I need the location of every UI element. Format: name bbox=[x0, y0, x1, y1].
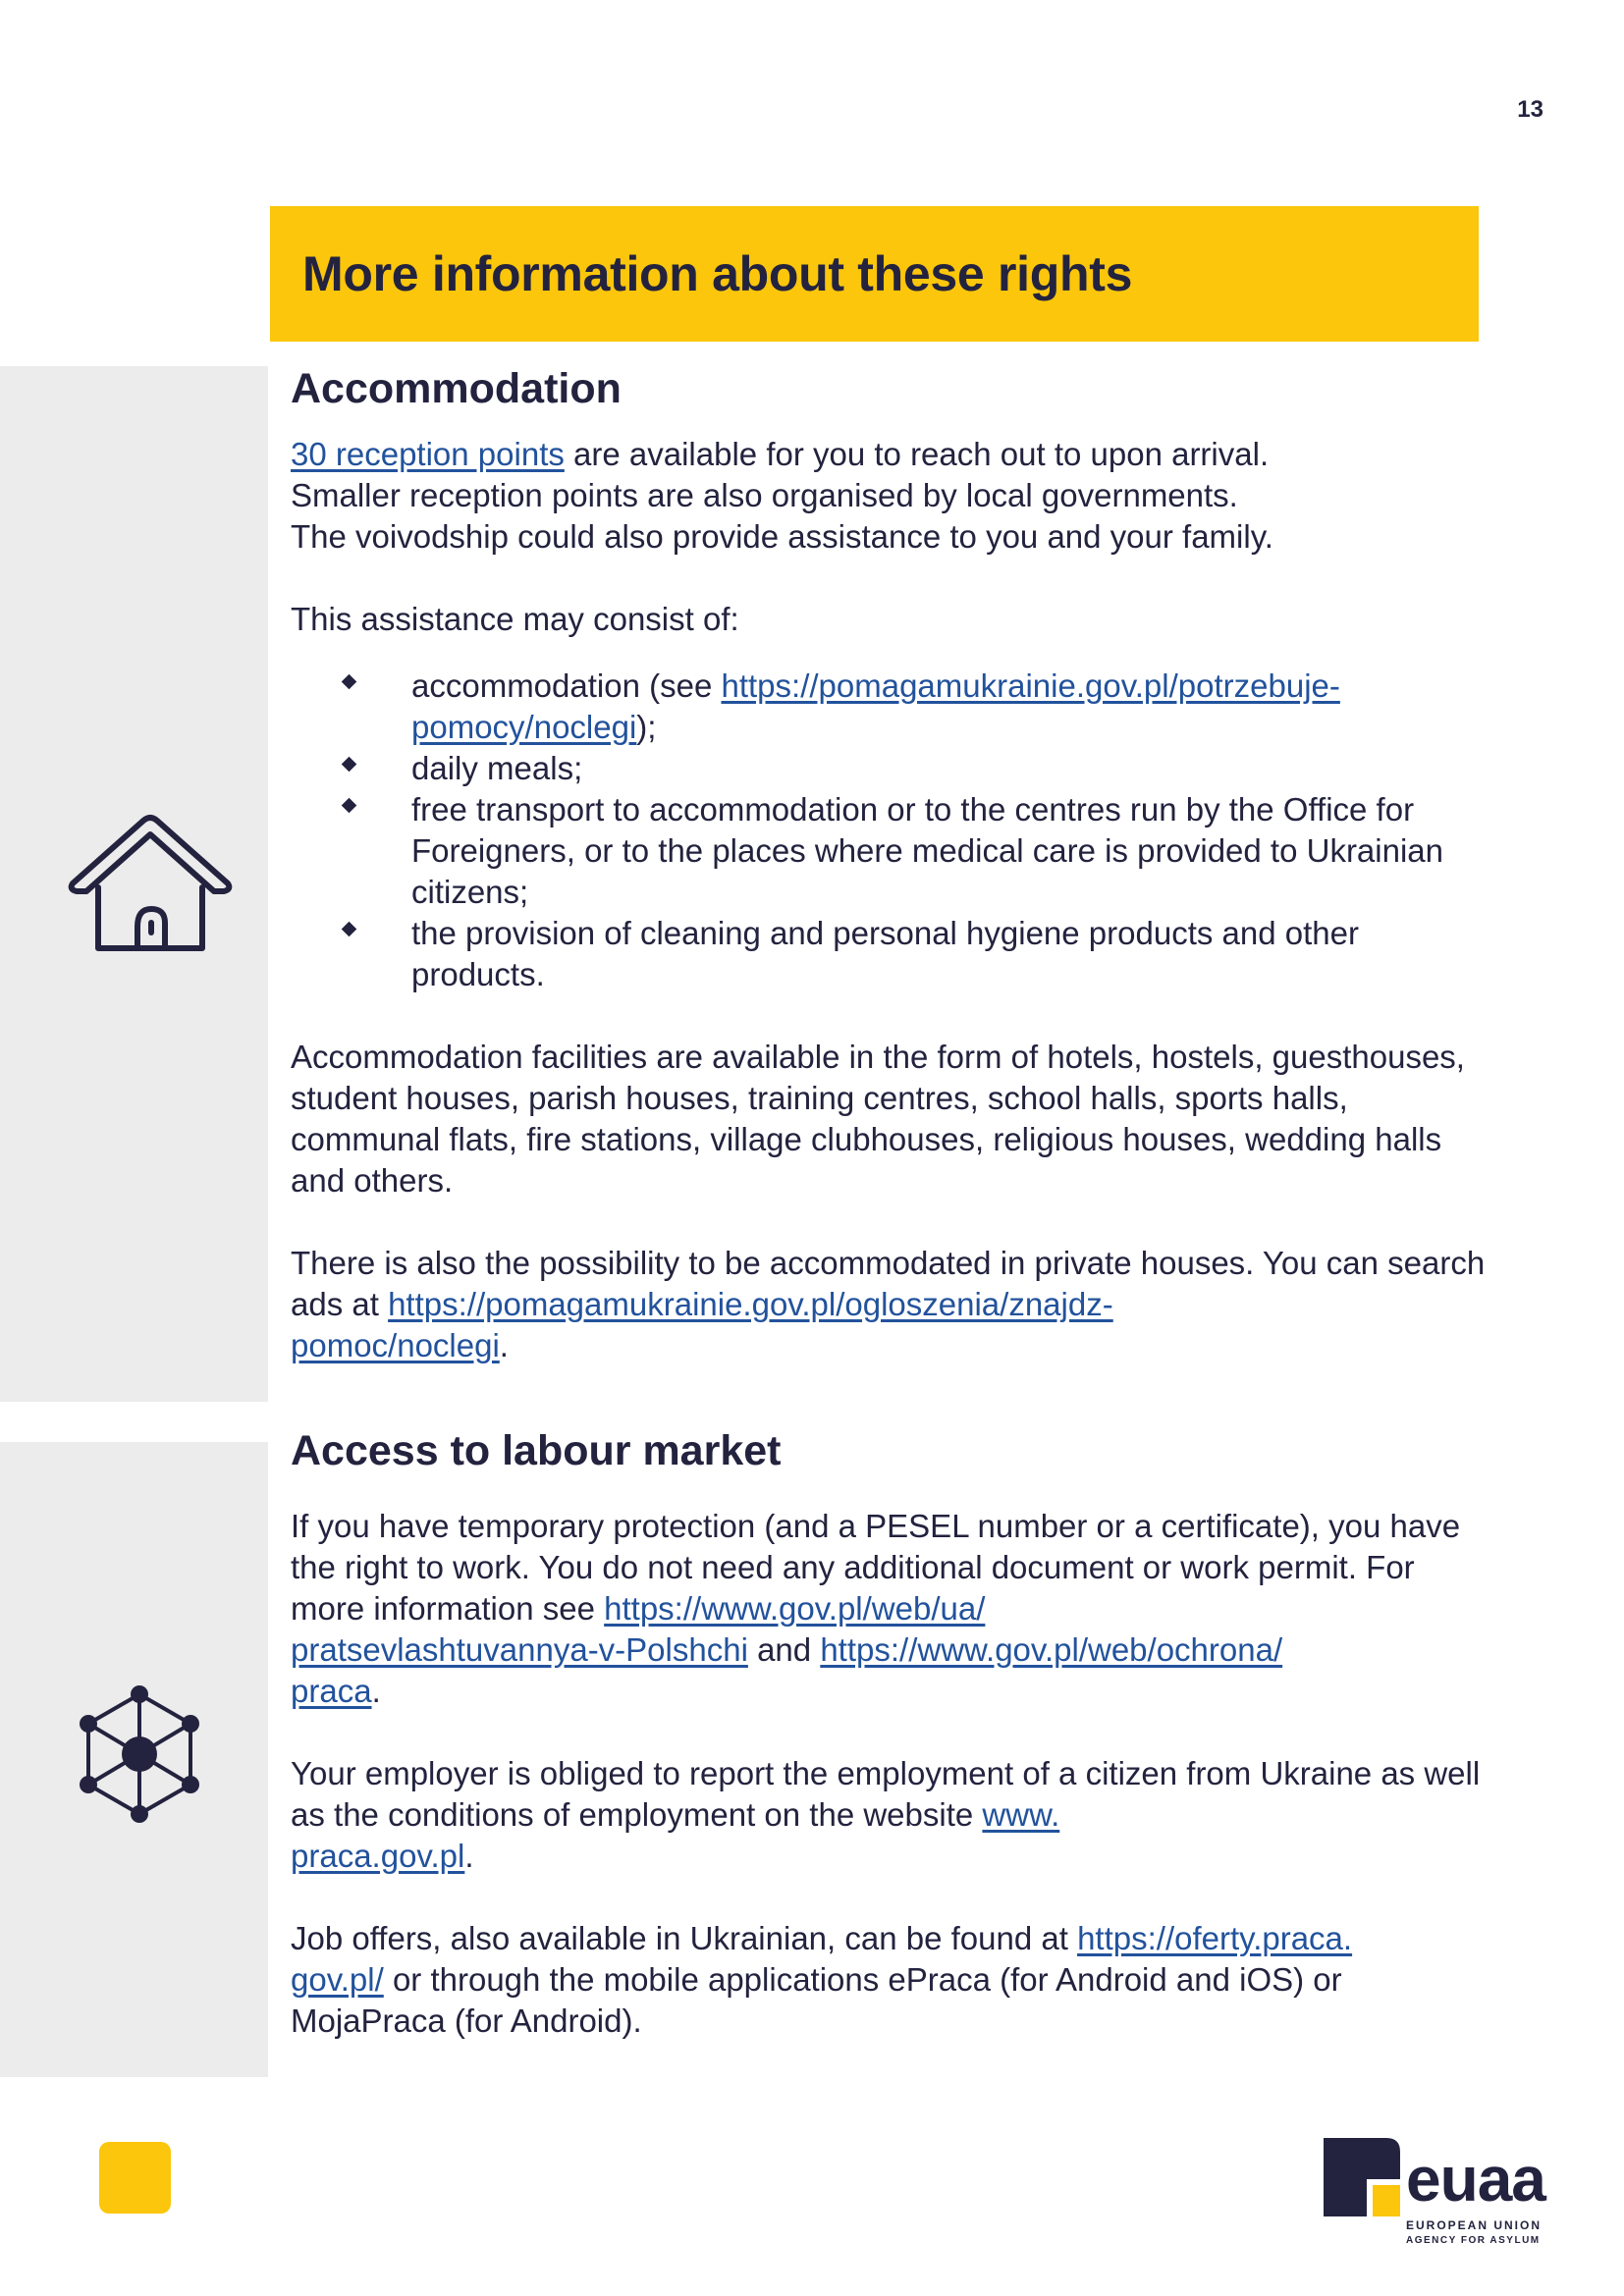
labour-paragraph-3: Job offers, also available in Ukrainian, can be found at https://oferty.praca. gov.pl/ or through the mobile applications ePraca (for Android and iOS) or MojaPraca (for Android). bbox=[291, 1920, 1353, 2039]
diamond-bullet-icon bbox=[342, 922, 357, 937]
private-houses-paragraph: There is also the possibility to be accommodated in private houses. You can search ads at https://pomagamukrainie.gov.pl/ogloszenia/znajdz- pomoc/noclegi. bbox=[291, 1245, 1486, 1363]
facilities-paragraph: Accommodation facilities are available in the form of hotels, hostels, guesthouses, student houses, parish houses, training centres, school halls, sports halls, communal flats, fire stations, village clubhouses, religious houses, wedding halls and others. bbox=[291, 1039, 1465, 1199]
assistance-intro: This assistance may consist of: bbox=[291, 601, 739, 637]
labour-heading: Access to labour market bbox=[291, 1427, 782, 1474]
intro-line-2: Smaller reception points are also organised by local governments. bbox=[291, 477, 1238, 513]
diamond-bullet-icon bbox=[342, 798, 357, 814]
euaa-logo bbox=[1324, 2138, 1545, 2248]
gov-ua-work-link[interactable]: https://www.gov.pl/web/ua/ pratsevlashtuvannya-v-Polshchi bbox=[291, 1590, 986, 1668]
intro-text: are available for you to reach out to upon arrival. bbox=[564, 436, 1270, 472]
private-ads-link[interactable]: https://pomagamukrainie.gov.pl/ogloszenia/znajdz- pomoc/noclegi bbox=[291, 1286, 1113, 1363]
labour-paragraph-1: If you have temporary protection (and a PESEL number or a certificate), you have the right to work. You do not need any additional document or work permit. For more information see https://www.gov.pl/web/ua/ pratsevlashtuvannya-v-Polshchi and https://www.gov.pl/web/ochrona/ praca. bbox=[291, 1508, 1461, 1709]
diamond-bullet-icon bbox=[342, 757, 357, 773]
labour-paragraph-2: Your employer is obliged to report the employment of a citizen from Ukraine as well as the conditions of employment on the website www. praca.gov.pl. bbox=[291, 1755, 1481, 1874]
accommodation-intro bbox=[291, 434, 1489, 558]
logo-line-2: AGENCY FOR ASYLUM bbox=[1406, 2235, 1541, 2246]
gov-ochrona-praca-link[interactable]: https://www.gov.pl/web/ochrona/ praca bbox=[291, 1631, 1283, 1709]
corner-decoration bbox=[99, 2142, 171, 2214]
accommodation-heading: Accommodation bbox=[291, 365, 622, 412]
list-item: accommodation (see https://pomagamukrainie.gov.pl/potrzebuje- pomocy/noclegi); bbox=[291, 666, 1489, 748]
list-item: the provision of cleaning and personal hygiene products and other products. bbox=[291, 913, 1489, 995]
diamond-bullet-icon bbox=[342, 674, 357, 690]
network-icon bbox=[67, 1682, 212, 1828]
logo-line-1: EUROPEAN UNION bbox=[1406, 2218, 1543, 2232]
labour-section bbox=[291, 1425, 1489, 2042]
accommodation-section bbox=[291, 363, 1489, 1366]
oferty-praca-link[interactable]: https://oferty.praca. gov.pl/ bbox=[291, 1920, 1353, 1998]
page-number: 13 bbox=[1517, 96, 1543, 123]
noclegi-link[interactable]: https://pomagamukrainie.gov.pl/potrzebuje- pomocy/noclegi bbox=[411, 667, 1340, 745]
reception-points-link[interactable]: 30 reception points bbox=[291, 436, 565, 472]
section-banner bbox=[270, 206, 1479, 342]
assistance-list bbox=[291, 666, 1489, 995]
euaa-mark-icon bbox=[1324, 2138, 1400, 2216]
list-item: free transport to accommodation or to the centres run by the Office for Foreigners, or to the places where medical care is provided to Ukrainian citizens; bbox=[291, 789, 1489, 913]
list-item: daily meals; bbox=[291, 748, 1489, 789]
banner-title: More information about these rights bbox=[302, 246, 1133, 301]
intro-line-3: The voivodship could also provide assistance to you and your family. bbox=[291, 518, 1273, 555]
house-icon bbox=[67, 811, 234, 958]
logo-wordmark: euaa bbox=[1406, 2144, 1545, 2215]
praca-gov-link[interactable]: www. praca.gov.pl bbox=[291, 1796, 1060, 1874]
